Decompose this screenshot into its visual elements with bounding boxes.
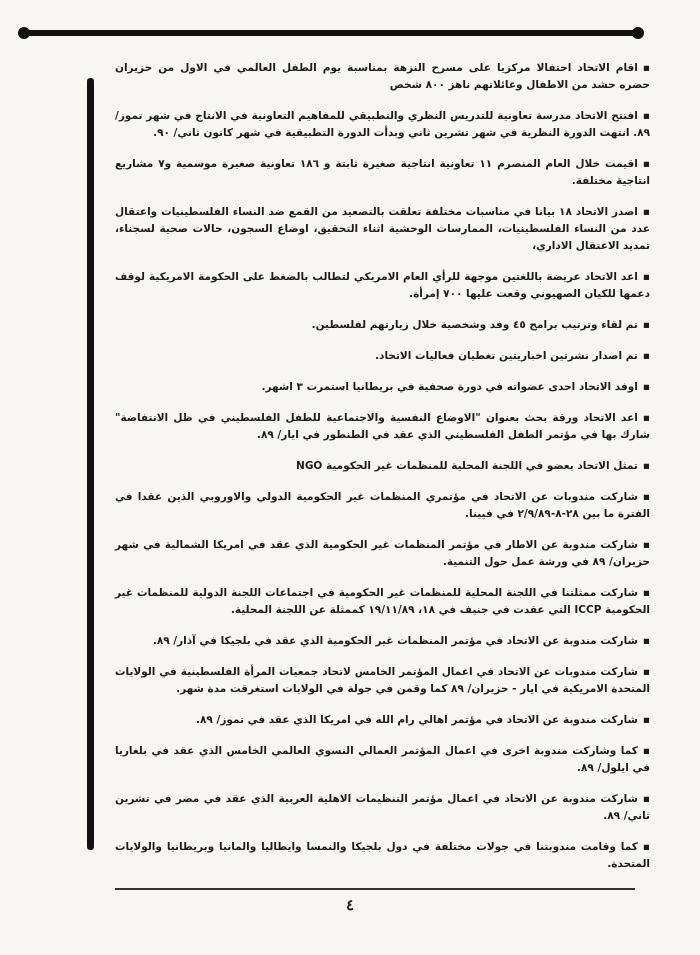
report-item: ▪شاركت مندوبات عن الاتحاد في اعمال المؤتمر الخامس لاتحاد جمعيات المرأة الفلسطينية في الولايات المتحدة الامريكية في ايار - حزيران/ ٨٩ كما وقمن في جولة في الولايات استغرقت مدة شهر.: [115, 666, 650, 695]
bullet-icon: ▪: [642, 714, 650, 726]
bullet-icon: ▪: [642, 460, 650, 472]
report-item: ▪شاركت ممثلتنا في اللجنة المحلية للمنظمات غير الحكومية في اجتماعات اللجنة الدولية للمنظمات غير الحكومية ICCP التي عقدت في جنيف في ١٨، ١٩/١١/٨٩ كممثلة عن اللجنة المحلية.: [115, 587, 650, 616]
report-body: [115, 60, 650, 887]
report-item: ▪كما وقامت مندوبتنا في جولات مختلفة في دول بلجيكا والنمسا وايطاليا والمانيا وبريطانيا والولايات المتحدة.: [115, 841, 650, 870]
page-number: ٤: [345, 896, 355, 914]
bullet-icon: ▪: [642, 635, 650, 647]
bullet-icon: ▪: [642, 666, 650, 678]
report-item: ▪شاركت مندوبة عن الاتحاد في اعمال مؤتمر التنظيمات الاهلية العربية الذي عقد في مصر في تشرين ثاني/ ٨٩.: [115, 793, 650, 822]
bullet-icon: ▪: [642, 381, 650, 393]
report-item: ▪تم اصدار نشرتين اخباريتين تغطيان فعاليات الاتحاد.: [115, 348, 650, 365]
bullet-icon: ▪: [642, 110, 650, 122]
top-decorative-rule: [22, 30, 640, 36]
report-item: ▪اوفد الاتحاد احدى عضواته في دورة صحفية في بريطانيا استمرت ٣ اشهر.: [115, 379, 650, 396]
bullet-icon: ▪: [642, 491, 650, 503]
report-item: ▪شاركت مندوبات عن الاتحاد في مؤتمري المنظمات غير الحكومية الدولي والاوروبي الذين عقدا في الفترة ما بين ٢٨-٨-٢/٩/٨٩ في فيينا.: [115, 491, 650, 520]
report-item: ▪افتتح الاتحاد مدرسة تعاونية للتدريس النظري والتطبيقي للمفاهيم التعاونية في الانتاج في شهر تموز/ ٨٩. انتهت الدورة النظرية في شهر تشرين ثاني وبدأت الدورة التطبيقية في شهر كانون ثاني/ ٩٠.: [115, 110, 650, 139]
bullet-icon: ▪: [642, 841, 650, 853]
bullet-icon: ▪: [642, 793, 650, 805]
bullet-icon: ▪: [642, 350, 650, 362]
bottom-rule: [115, 888, 635, 890]
report-item: ▪شاركت مندوبة عن الاتحاد في مؤتمر اهالي رام الله في امريكا الذي عقد في تموز/ ٨٩.: [115, 712, 650, 729]
bullet-icon: ▪: [642, 412, 650, 424]
report-item: ▪اعد الاتحاد ورقة بحث بعنوان "الاوضاع النفسية والاجتماعية للطفل الفلسطيني في ظل الانتفاضة" شارك بها في مؤتمر الطفل الفلسطيني الذي عقد في الطنطور في ايار/ ٨٩.: [115, 412, 650, 441]
report-item: ▪تمثل الاتحاد بعضو في اللجنة المحلية للمنظمات غير الحكومية NGO: [115, 458, 650, 475]
report-item: ▪اقيمت خلال العام المنصرم ١١ تعاونية انتاجية صغيرة ثابتة و ١٨٦ تعاونية صغيرة موسمية و٧ مشاريع انتاجية مختلفة.: [115, 158, 650, 187]
report-item: ▪اصدر الاتحاد ١٨ بيانا في مناسبات مختلفة تعلقت بالتصعيد من القمع ضد النساء الفلسطينيات واعتقال عدد من النساء الفلسطينيات، الممارسات الوحشية اثناء التحقيق، اوضاع السجون، حالات صحية لسجناء، تمديد الاعتقال الاداري،: [115, 206, 650, 252]
bullet-icon: ▪: [642, 271, 650, 283]
left-margin-bar: [87, 78, 94, 850]
bullet-icon: ▪: [642, 745, 650, 757]
bullet-icon: ▪: [642, 539, 650, 551]
report-item: ▪اعد الاتحاد عريضة باللغتين موجهة للرأي العام الامريكي لتطالب بالضغط على الحكومة الامريكية لوقف دعمها للكيان الصهيوني وقعت عليها ٧٠٠ إمرأة.: [115, 271, 650, 300]
report-item: ▪شاركت مندوبة عن الاطار في مؤتمر المنظمات غير الحكومية الذي عقد في امريكا الشمالية في شهر حزيران/ ٨٩ في ورشة عمل حول التنمية.: [115, 539, 650, 568]
bullet-icon: ▪: [642, 62, 650, 74]
bullet-icon: ▪: [642, 158, 650, 170]
bullet-icon: ▪: [642, 587, 650, 599]
bullet-icon: ▪: [642, 206, 650, 218]
report-item: ▪تم لقاء وترتيب برامج ٤٥ وفد وشخصية خلال زيارتهم لفلسطين.: [115, 317, 650, 334]
report-item: ▪شاركت مندوبة عن الاتحاد في مؤتمر المنظمات غير الحكومية الذي عقد في بلجيكا في آذار/ ٨٩.: [115, 633, 650, 650]
report-item: ▪كما وشاركت مندوبة اخرى في اعمال المؤتمر العمالي النسوي العالمي الخامس الذي عقد في بلغاريا في ايلول/ ٨٩.: [115, 745, 650, 774]
report-item: ▪اقام الاتحاد احتفالا مركزيا على مسرح النزهة بمناسبة يوم الطفل العالمي في الاول من حزيران حضره حشد من الاطفال وعائلاتهم ناهز ٨٠٠ شخص: [115, 62, 650, 91]
bullet-icon: ▪: [642, 319, 650, 331]
